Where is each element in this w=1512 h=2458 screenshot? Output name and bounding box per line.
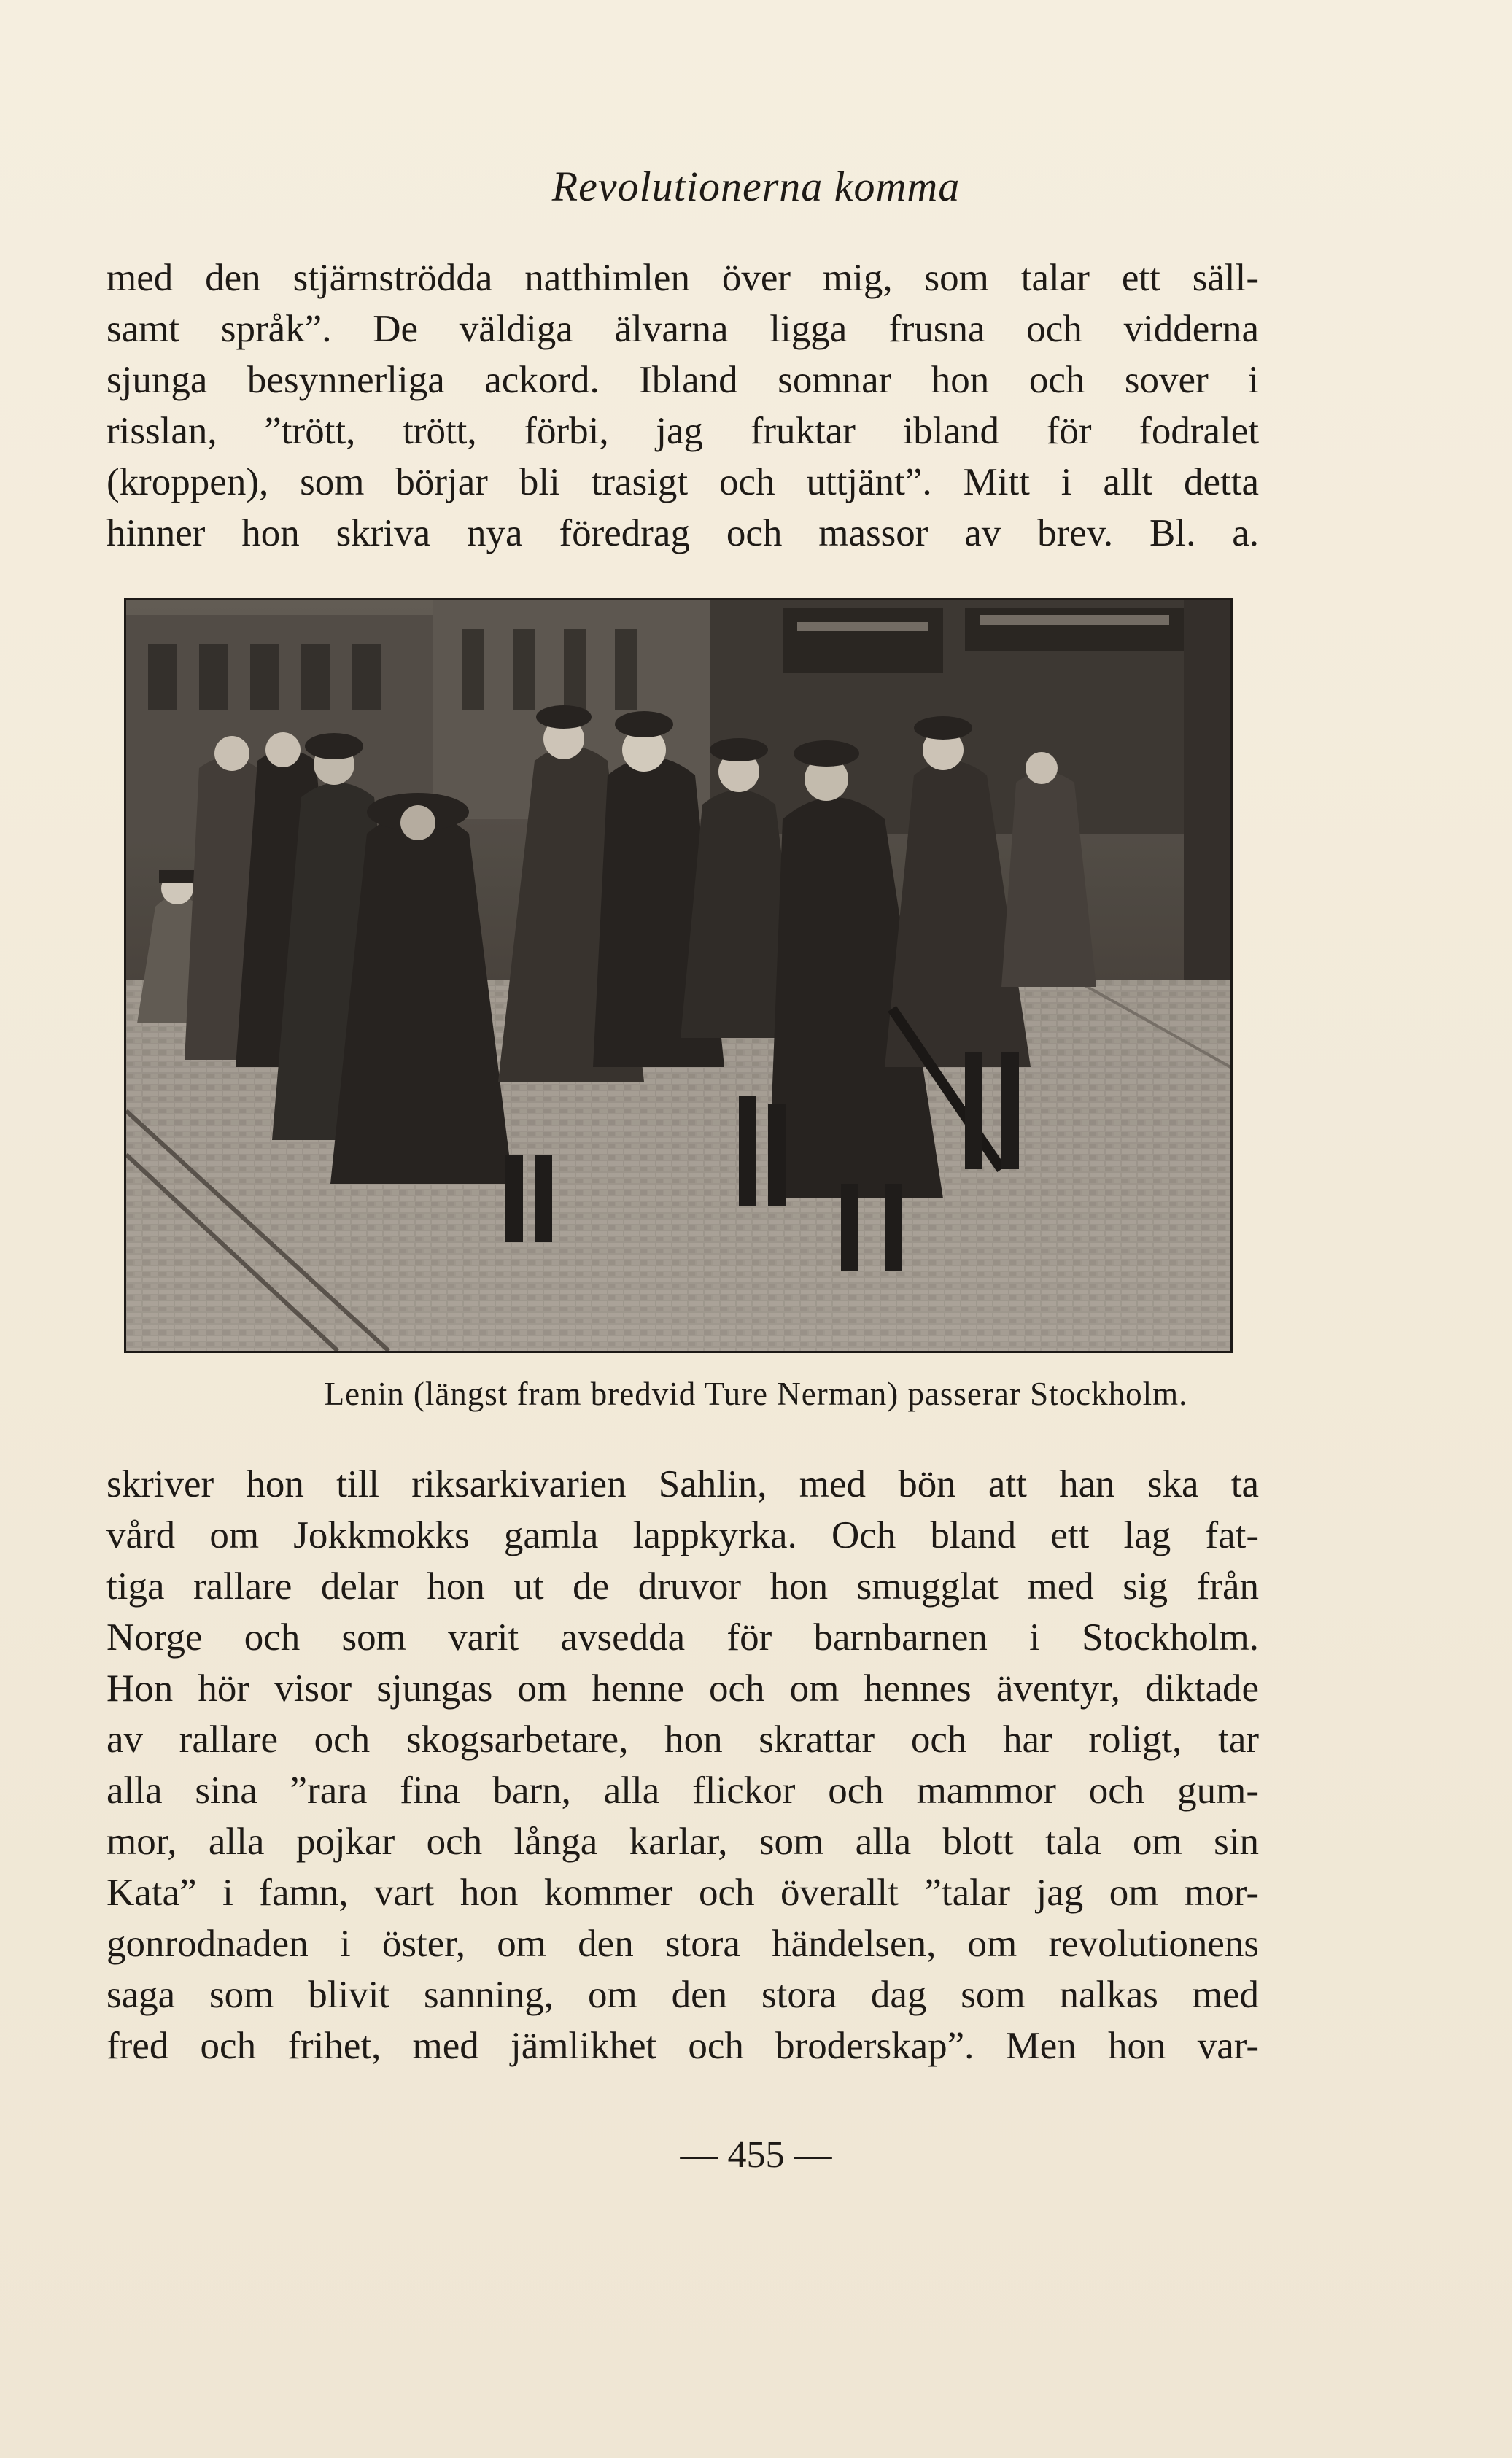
text-line: tiga rallare delar hon ut de druvor hon smugglat med sig från	[106, 1565, 1259, 1608]
text-line: hinner hon skriva nya föredrag och massor av brev. Bl. a.	[106, 512, 1259, 554]
text-line: med den stjärnströdda natthimlen över mig, som talar ett säll-	[106, 257, 1259, 299]
text-line: gonrodnaden i öster, om den stora händelsen, om revolutionens	[106, 1923, 1259, 1965]
paragraph-top	[106, 252, 1259, 559]
paragraph-bottom	[106, 1459, 1259, 2071]
text-line: risslan, ”trött, trött, förbi, jag fruktar ibland för fodralet	[106, 410, 1259, 452]
text-line: sjunga besynnerliga ackord. Ibland somnar hon och sover i	[106, 359, 1259, 401]
text-line: Kata” i famn, vart hon kommer och överallt ”talar jag om mor-	[106, 1872, 1259, 1914]
text-line: skriver hon till riksarkivarien Sahlin, med bön att han ska ta	[106, 1463, 1259, 1505]
text-line: vård om Jokkmokks gamla lappkyrka. Och bland ett lag fat-	[106, 1514, 1259, 1556]
text-line: av rallare och skogsarbetare, hon skrattar och har roligt, tar	[106, 1718, 1259, 1761]
text-line: alla sina ”rara fina barn, alla flickor och mammor och gum-	[106, 1769, 1259, 1812]
text-line: saga som blivit sanning, om den stora dag som nalkas med	[106, 1974, 1259, 2016]
photograph-street-crowd	[126, 600, 1230, 1351]
text-line: Hon hör visor sjungas om henne och om hennes äventyr, diktade	[106, 1667, 1259, 1710]
text-line: fred och frihet, med jämlikhet och broderskap”. Men hon var-	[106, 2025, 1259, 2067]
text-line: samt språk”. De väldiga älvarna ligga frusna och vidderna	[106, 308, 1259, 350]
running-head: Revolutionerna komma	[551, 163, 961, 210]
page-number: — 455 —	[680, 2134, 832, 2176]
text-line: mor, alla pojkar och långa karlar, som alla blott tala om sin	[106, 1821, 1259, 1863]
text-line: (kroppen), som börjar bli trasigt och uttjänt”. Mitt i allt detta	[106, 461, 1259, 503]
photo-caption: Lenin (längst fram bredvid Ture Nerman) passerar Stockholm.	[324, 1376, 1188, 1412]
photograph	[124, 598, 1233, 1353]
text-line: Norge och som varit avsedda för barnbarnen i Stockholm.	[106, 1616, 1259, 1659]
